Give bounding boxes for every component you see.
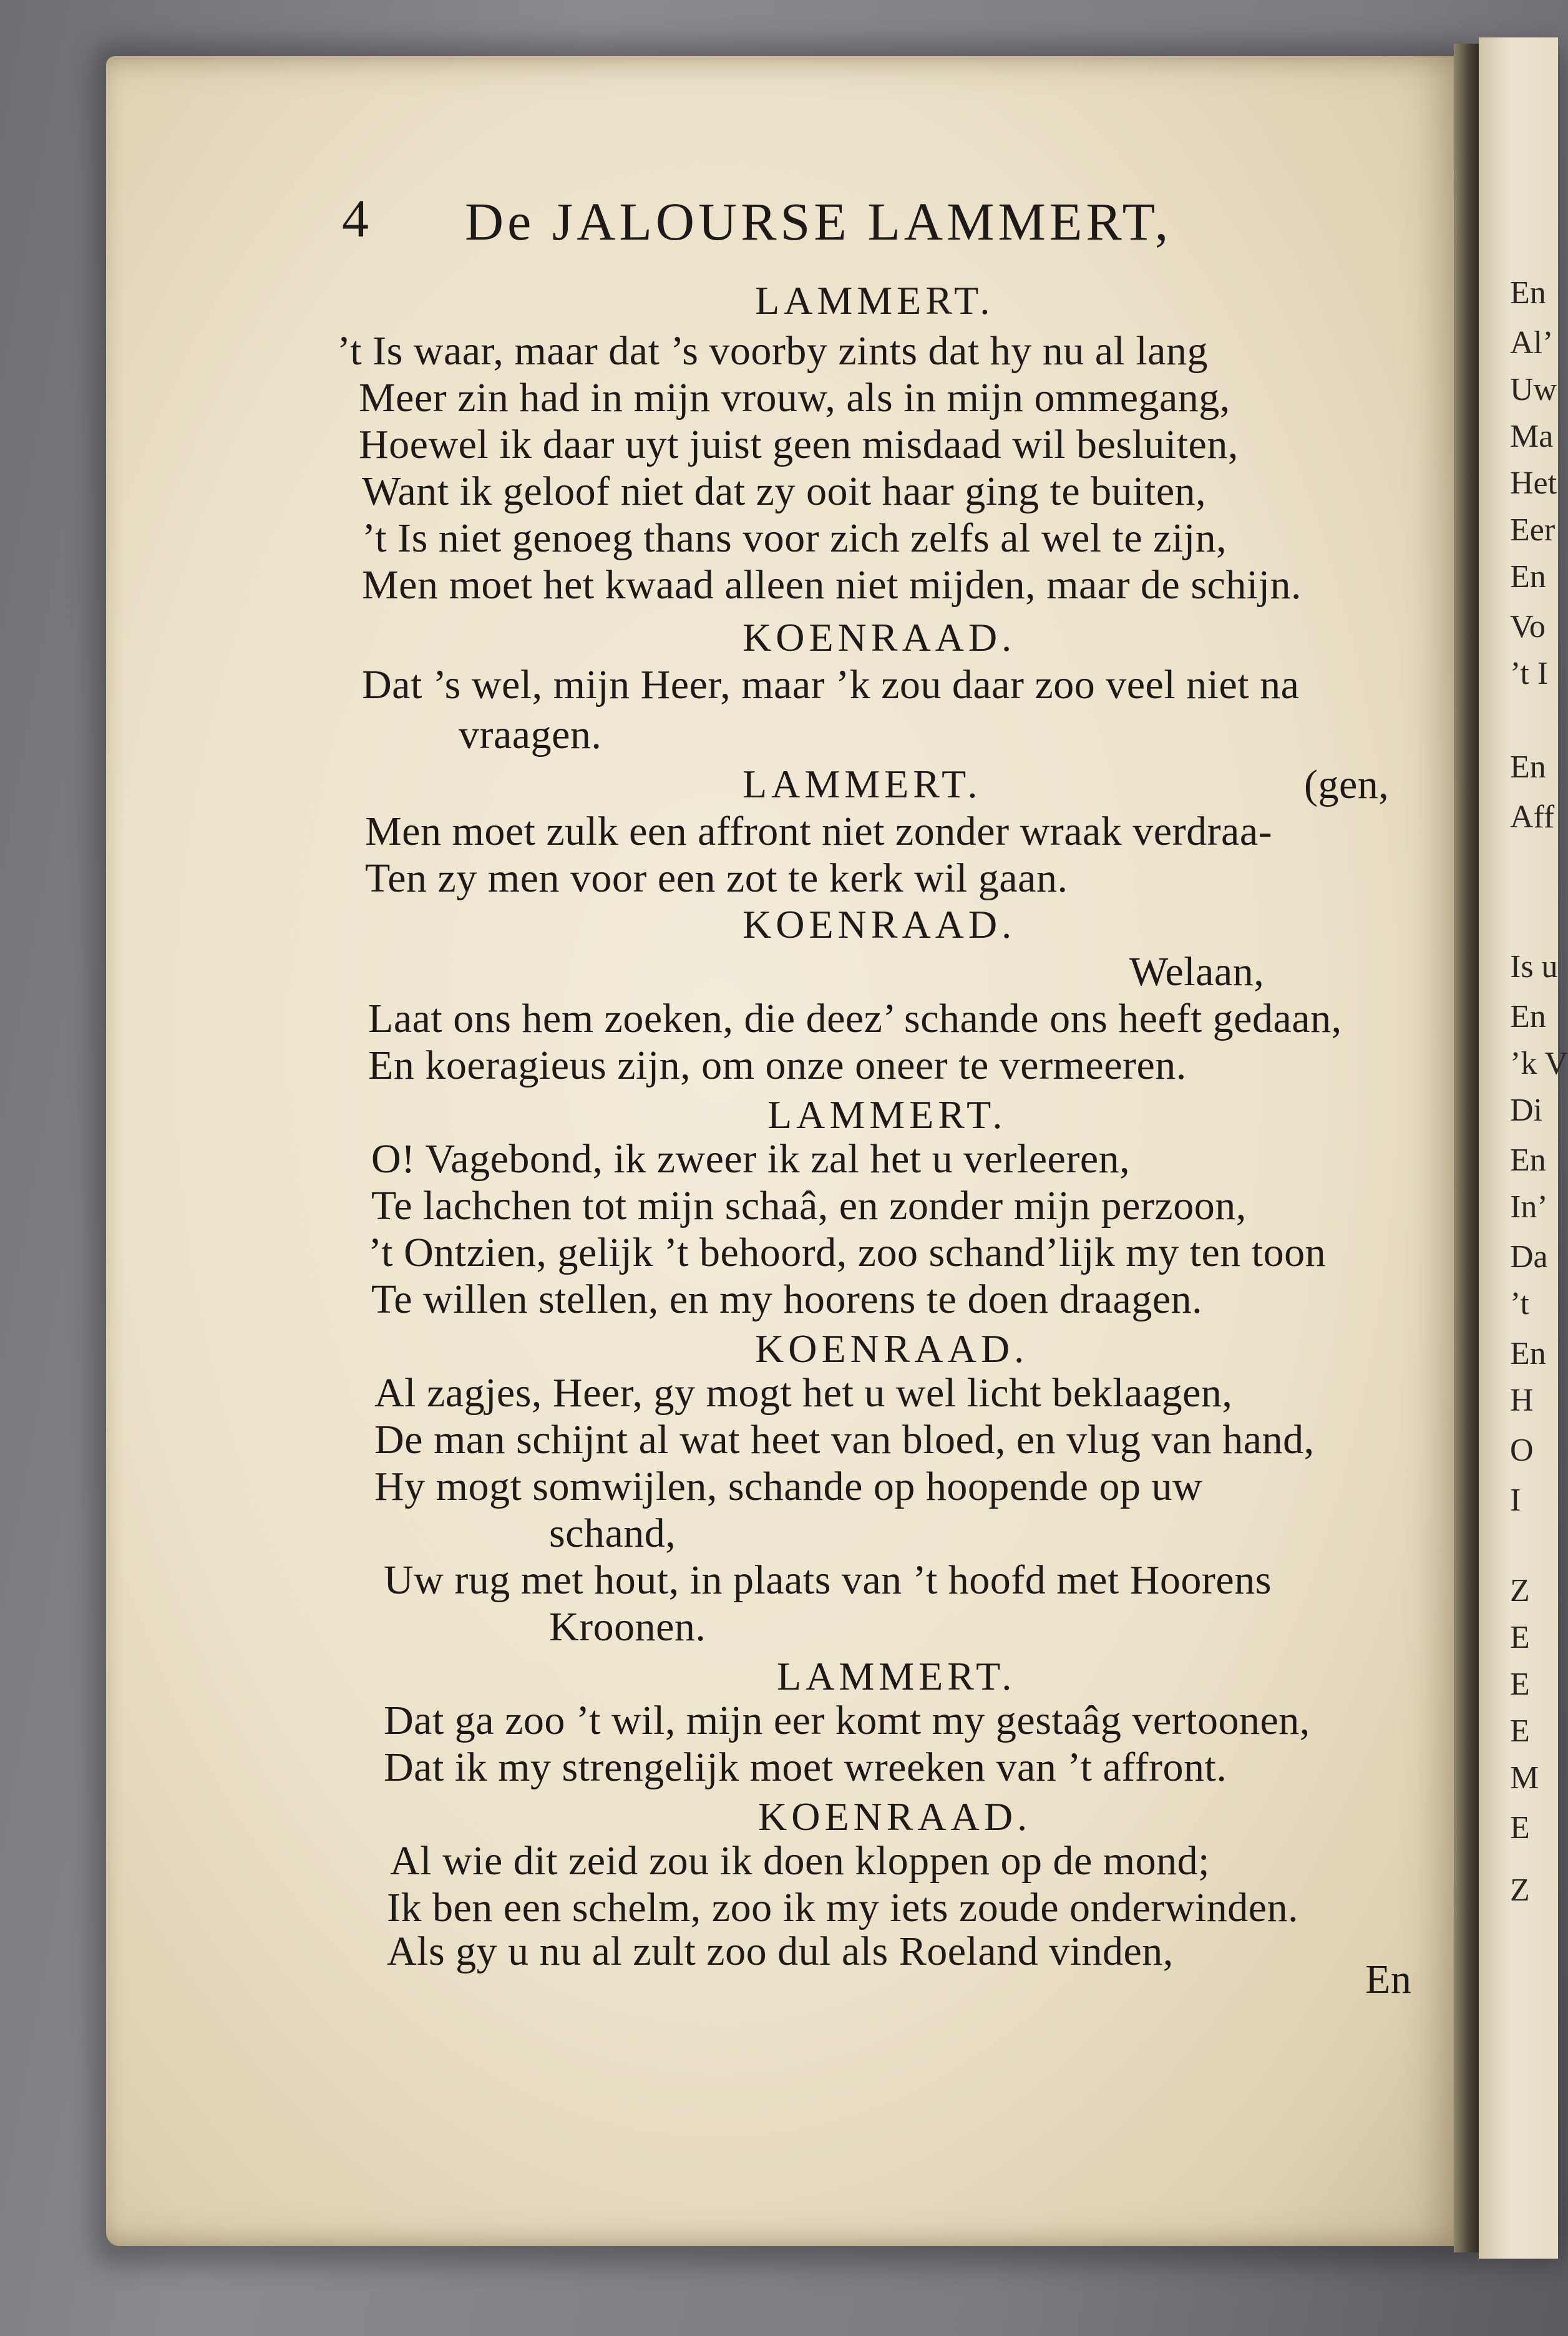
speaker-heading: KOENRAAD. bbox=[758, 1794, 1032, 1839]
verse-line: Als gy u nu al zult zoo dul als Roeland vinden, bbox=[387, 1929, 1174, 1974]
facing-page-fragment: E bbox=[1510, 1620, 1530, 1655]
facing-page-fragment: E bbox=[1510, 1667, 1530, 1702]
speaker-heading: KOENRAAD. bbox=[743, 902, 1016, 947]
facing-page-fragment: Is u bbox=[1510, 949, 1558, 985]
verse-line: ’t Ontzien, gelijk ’t behoord, zoo schand’lijk my ten toon bbox=[368, 1230, 1327, 1275]
verse-line: Laat ons hem zoeken, die deez’ schande ons heeft gedaan, bbox=[368, 996, 1342, 1041]
verse-line: Kroonen. bbox=[549, 1604, 706, 1650]
facing-page-fragment: En bbox=[1510, 1336, 1546, 1371]
speaker-heading: KOENRAAD. bbox=[743, 615, 1016, 659]
verse-line: ’t Is niet genoeg thans voor zich zelfs al wel te zijn, bbox=[362, 515, 1227, 561]
facing-page-fragment: E bbox=[1510, 1713, 1530, 1749]
facing-page-fragment: Eer bbox=[1510, 512, 1556, 548]
verse-line: ’t Is waar, maar dat ’s voorby zints dat hy nu al lang bbox=[337, 328, 1208, 374]
facing-page-fragment: Aff bbox=[1510, 799, 1555, 835]
verse-line: Al zagjes, Heer, gy mogt het u wel licht beklaagen, bbox=[374, 1370, 1233, 1416]
verse-line: Dat ’s wel, mijn Heer, maar ’k zou daar zoo veel niet na bbox=[362, 662, 1300, 708]
verse-line: O! Vagebond, ik zweer ik zal het u verleeren, bbox=[371, 1136, 1131, 1182]
facing-page-fragment: Z bbox=[1510, 1573, 1530, 1608]
verse-line: vraagen. bbox=[459, 712, 602, 757]
facing-page-fragment: In’ bbox=[1510, 1189, 1548, 1225]
book-gutter bbox=[1454, 44, 1479, 2252]
facing-page-fragment: Het bbox=[1510, 465, 1557, 501]
facing-page-fragment: Di bbox=[1510, 1093, 1542, 1128]
verse-line: Men moet het kwaad alleen niet mijden, maar de schijn. bbox=[362, 562, 1302, 608]
facing-page-fragment: En bbox=[1510, 749, 1546, 785]
facing-page-fragment: I bbox=[1510, 1482, 1521, 1518]
verse-line: De man schijnt al wat heet van bloed, en vlug van hand, bbox=[374, 1417, 1315, 1462]
facing-page-fragment: O bbox=[1510, 1433, 1534, 1468]
verse-line: Meer zin had in mijn vrouw, als in mijn ommegang, bbox=[359, 375, 1230, 421]
speaker-heading: LAMMERT. bbox=[743, 762, 982, 806]
facing-page-fragment: Ma bbox=[1510, 419, 1554, 454]
facing-page-fragment: Da bbox=[1510, 1239, 1548, 1275]
verse-line: Hy mogt somwijlen, schande op hoopende op uw bbox=[374, 1464, 1203, 1509]
verse-line: Dat ik my strengelijk moet wreeken van ’t affront. bbox=[384, 1745, 1227, 1790]
page-number: 4 bbox=[342, 188, 369, 248]
verse-line: En koeragieus zijn, om onze oneer te vermeeren. bbox=[368, 1043, 1187, 1088]
facing-page-fragment: En bbox=[1510, 559, 1546, 595]
verse-line: Te willen stellen, en my hoorens te doen draagen. bbox=[371, 1277, 1203, 1322]
verse-line: Want ik geloof niet dat zy ooit haar ging te buiten, bbox=[362, 469, 1207, 514]
speaker-heading: LAMMERT. bbox=[755, 278, 995, 323]
catchword: En bbox=[1365, 1957, 1412, 2002]
facing-page-fragment: ’k V bbox=[1510, 1046, 1568, 1081]
verse-line: Hoewel ik daar uyt juist geen misdaad wil besluiten, bbox=[359, 422, 1239, 467]
verse-line: Uw rug met hout, in plaats van ’t hoofd met Hoorens bbox=[384, 1557, 1272, 1603]
verse-line: Te lachchen tot mijn schaâ, en zonder mijn perzoon, bbox=[371, 1183, 1247, 1229]
facing-page-fragment: En bbox=[1510, 275, 1546, 311]
facing-page-fragment: En bbox=[1510, 999, 1546, 1034]
running-head: De JALOURSE LAMMERT, bbox=[465, 192, 1172, 251]
facing-page-fragment: ’t bbox=[1510, 1286, 1529, 1321]
verse-line: Al wie dit zeid zou ik doen kloppen op de mond; bbox=[390, 1838, 1210, 1884]
facing-page-fragment: Uw bbox=[1510, 372, 1557, 407]
speaker-heading: KOENRAAD. bbox=[755, 1326, 1029, 1371]
verse-line: Welaan, bbox=[1129, 949, 1265, 995]
speaker-heading: LAMMERT. bbox=[777, 1654, 1016, 1698]
verse-line: Dat ga zoo ’t wil, mijn eer komt my gestaâg vertoonen, bbox=[384, 1698, 1310, 1743]
facing-page-edge bbox=[1479, 37, 1568, 2259]
facing-page-fragment: Vo bbox=[1510, 609, 1546, 645]
verse-line: Ik ben een schelm, zoo ik my iets zoude onderwinden. bbox=[387, 1885, 1299, 1930]
facing-page-fragment: Z bbox=[1510, 1872, 1530, 1908]
facing-page-fragment: ’t I bbox=[1510, 656, 1549, 691]
facing-page-fragment: E bbox=[1510, 1810, 1530, 1846]
verse-line: (gen, bbox=[1304, 762, 1390, 807]
verse-line: schand, bbox=[549, 1511, 676, 1556]
facing-page-fragment: H bbox=[1510, 1383, 1534, 1418]
facing-page-fragment: En bbox=[1510, 1142, 1546, 1178]
speaker-heading: LAMMERT. bbox=[767, 1093, 1007, 1137]
facing-page-fragment: Al’ bbox=[1510, 325, 1554, 361]
verse-line: Men moet zulk een affront niet zonder wraak verdraa- bbox=[365, 809, 1273, 854]
facing-page-fragment: M bbox=[1510, 1760, 1539, 1796]
verse-line: Ten zy men voor een zot te kerk wil gaan. bbox=[365, 855, 1068, 901]
